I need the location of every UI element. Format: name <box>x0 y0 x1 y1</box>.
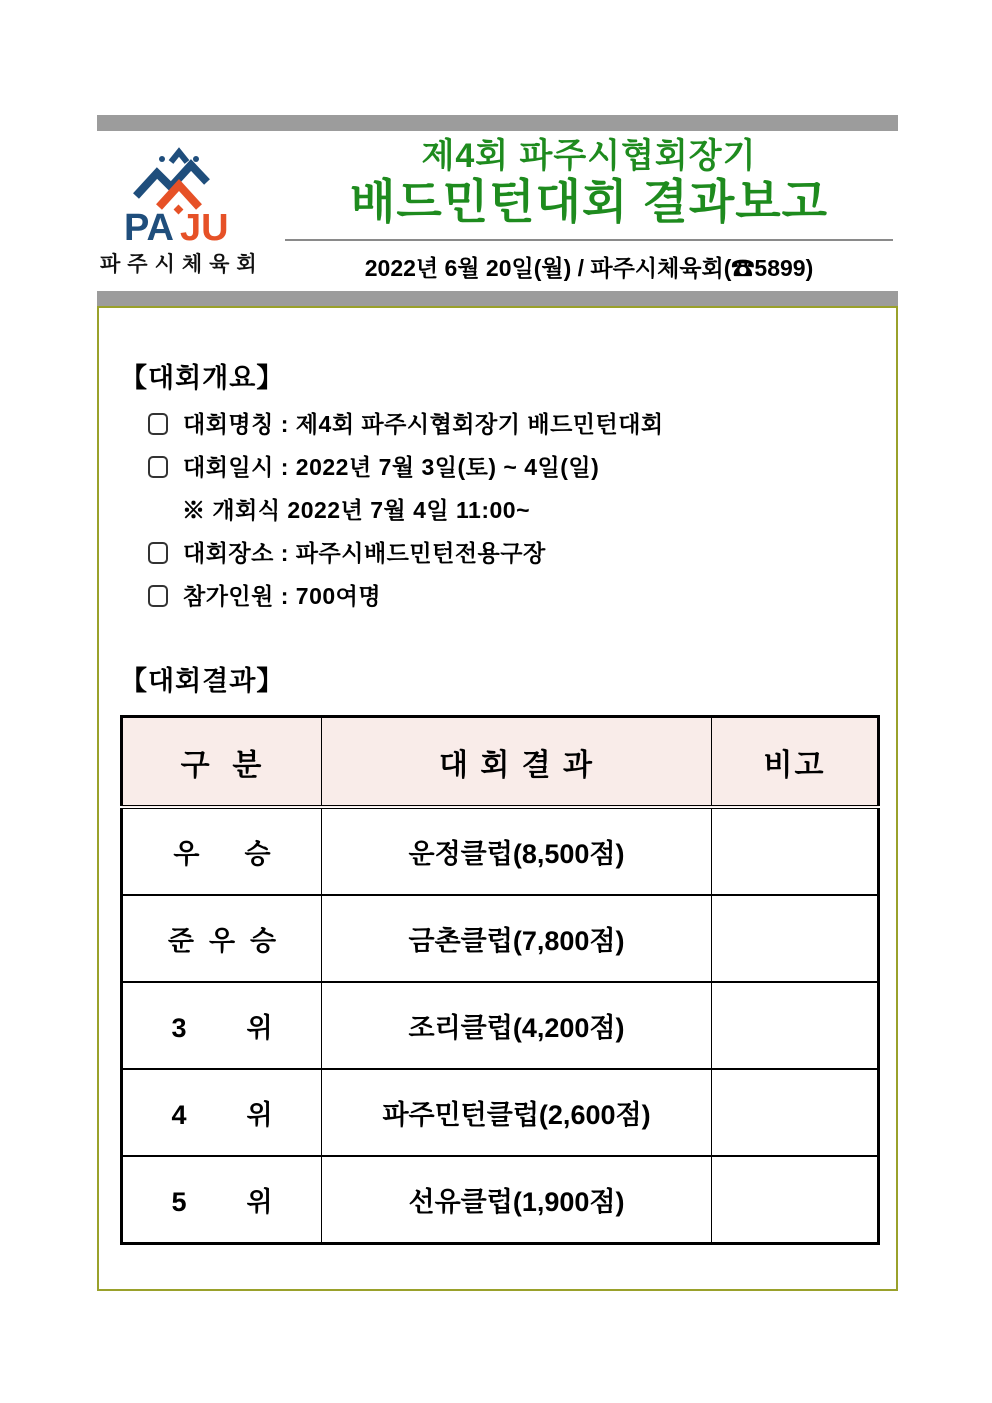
table-row <box>122 895 879 982</box>
note-cell <box>712 1069 879 1156</box>
rank-cell: 3 위 <box>122 982 322 1069</box>
overview-list <box>99 539 896 610</box>
logo-text-ju: JU <box>180 207 229 244</box>
note-cell <box>712 895 879 982</box>
overview-list <box>99 410 896 481</box>
rank-cell: 준 우 승 <box>122 895 322 982</box>
table-header-row <box>122 717 879 808</box>
list-item-text: 대회명칭 : 제4회 파주시협회장기 배드민턴대회 <box>183 411 664 437</box>
list-item <box>148 539 896 567</box>
checkbox-bullet-icon <box>148 542 168 564</box>
column-header-rank: 구 분 <box>122 717 322 808</box>
rank-cell: 4 위 <box>122 1069 322 1156</box>
title-line-2: 배드민턴대회 결과보고 <box>349 175 829 228</box>
list-item <box>148 410 896 438</box>
checkbox-bullet-icon <box>148 585 168 607</box>
list-item <box>148 582 896 610</box>
overview-heading: 【대회개요】 <box>120 363 285 393</box>
top-gray-bar <box>97 115 898 131</box>
table-row <box>122 982 879 1069</box>
result-cell: 선유클럽(1,900점) <box>322 1156 712 1244</box>
org-name: 파주시체육회 <box>100 253 264 276</box>
list-item-text: 참가인원 : 700여명 <box>183 583 382 609</box>
note-cell <box>712 982 879 1069</box>
results-table <box>120 715 880 1245</box>
table-row <box>122 1069 879 1156</box>
title-line-1: 제4회 파주시협회장기 <box>421 137 757 175</box>
list-item <box>148 453 896 481</box>
table-row <box>122 807 879 895</box>
title-divider <box>285 239 893 241</box>
paju-logo-icon <box>114 146 246 244</box>
column-header-result: 대 회 결 과 <box>322 717 712 808</box>
result-cell: 파주민턴클럽(2,600점) <box>322 1069 712 1156</box>
results-heading: 【대회결과】 <box>120 666 285 696</box>
date-line: 2022년 6월 20일(월) / 파주시체육회(☎5899) <box>364 255 814 281</box>
content-box <box>97 306 898 1291</box>
result-cell: 조리클럽(4,200점) <box>322 982 712 1069</box>
rank-cell: 우 승 <box>122 807 322 895</box>
logo-text-pa: PA <box>124 207 174 244</box>
column-header-note: 비고 <box>712 717 879 808</box>
title-block <box>285 136 893 283</box>
checkbox-bullet-icon <box>148 456 168 478</box>
result-cell: 운정클럽(8,500점) <box>322 807 712 895</box>
table-row <box>122 1156 879 1244</box>
note-cell <box>712 1156 879 1244</box>
middle-gray-bar <box>97 291 898 306</box>
result-cell: 금촌클럽(7,800점) <box>322 895 712 982</box>
list-item-text: 대회일시 : 2022년 7월 3일(토) ~ 4일(일) <box>183 454 600 480</box>
rank-cell: 5 위 <box>122 1156 322 1244</box>
list-item-text: 대회장소 : 파주시배드민턴전용구장 <box>183 540 546 566</box>
note-cell <box>712 807 879 895</box>
overview-note: ※ 개회식 2022년 7월 4일 11:00~ <box>182 497 530 523</box>
org-logo-block <box>100 146 290 278</box>
checkbox-bullet-icon <box>148 413 168 435</box>
